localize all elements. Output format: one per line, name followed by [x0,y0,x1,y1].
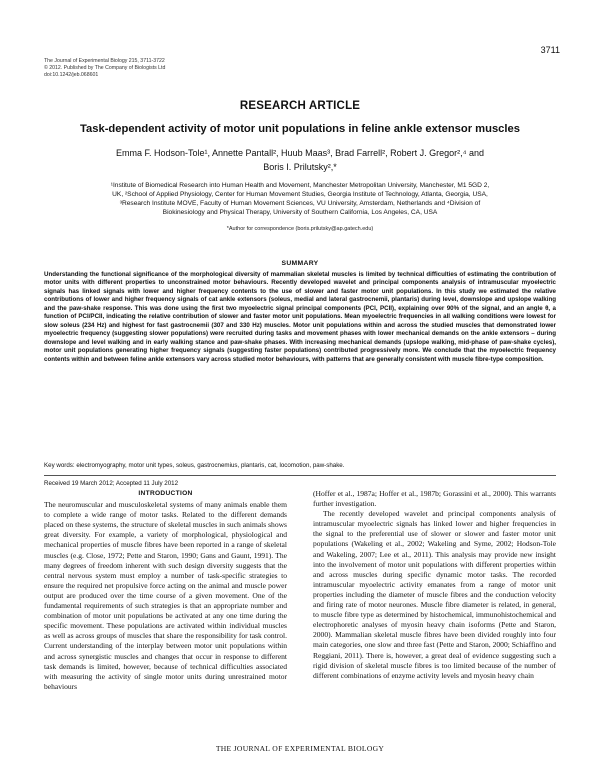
right-column [313,489,556,681]
introduction-heading: INTRODUCTION [138,490,193,497]
author-line: Emma F. Hodson-Tole¹, Annette Pantall², Huub Maas³, Brad Farrell², Robert J. Gregor²,⁴ and [115,148,484,158]
article-title: Task-dependent activity of motor unit populations in feline ankle extensor muscles [80,123,520,135]
page-number: 3711 [540,45,560,55]
received-dates: Received 19 March 2012; Accepted 11 July 2012 [44,480,179,487]
journal-footer: THE JOURNAL OF EXPERIMENTAL BIOLOGY [215,744,385,753]
affiliation-line: UK, ²School of Applied Physiology, Center for Human Movement Studies, Georgia Institute of Technology, Atlanta, Georgia, USA, [112,191,488,198]
affiliation-line: Biokinesiology and Physical Therapy, University of Southern California, Los Angeles, CA, USA [162,209,438,216]
summary-heading: SUMMARY [281,260,319,267]
divider [44,475,556,476]
journal-citation-line: The Journal of Experimental Biology 215, 3711-3722 [44,58,165,64]
intro-paragraph: (Hoffer et al., 1987a; Hoffer et al., 1987b; Gorassini et al., 2000). This warrants further investigation. [313,489,556,509]
intro-paragraph: The recently developed wavelet and principal components analysis of intramuscular myoelectric signals has linked lower and higher frequencies in the signal to the preferential use of slower or slower and faster motor unit populations (Wakeling et al., 2002; Wakeling and Syme, 2002; Hodson-Tole and Wakeling, 2007; Lee et al., 2011). This analysis may provide new insight into the involvement of motor unit populations with different properties within and across muscles during specific dynamic motor tasks. The recorded intramuscular myoelectric activity emanates from a range of motor unit properties including the diameter of muscle fibres and the conduction velocity and firing rate of motor neurones. Muscle fibre diameter is related, in general, to muscle fibre type as determined by histochemical, immunohistochemical and electrophoretic analyses of myosin heavy chain isoforms (Pette and Staron, 2000). Mammalian skeletal muscle fibres have been divided roughly into four main categories, one slow and three fast (Pette and Staron, 2000; Schiaffino and Reggiani, 2011). There is, however, a great deal of evidence suggesting such a rigid division of skeletal muscle fibres is too limited because of the number of different combinations of enzyme activity levels and myosin heavy chain [313,509,556,680]
affiliation-line: ¹Institute of Biomedical Research into Human Health and Movement, Manchester Metropolitan University, Manchester, M1 5GD 2, [110,182,490,189]
left-column [44,489,287,692]
doi-line: doi:10.1242/jeb.068601 [44,72,99,78]
copyright-line: © 2012. Published by The Company of Biologists Ltd [44,65,166,71]
article-type-heading: RESEARCH ARTICLE [239,100,361,112]
intro-paragraph: The neuromuscular and musculoskeletal systems of many animals enable them to complete a wide range of motor tasks. Related to the different demands placed on these systems, the structure of skeletal muscles in such animals shows great diversity. For example, a variety of morphological, physiological and mechanical properties of muscle fibres have been reported in a range of skeletal muscles (e.g. Close, 1972; Pette and Staron, 1990; Gans and Gaunt, 1991). The many degrees of freedom inherent with such design diversity suggests that the central nervous system must employ a number of task-specific strategies to ensure the required net propulsive force acting on the animal and muscle power output are produced over the time course of a given movement. One of the fundamental requirements of such strategies is that an appropriate number and combination of motor unit populations be activated at any one time during the specific movement. These populations are activated within individual muscles as well as across groups of muscles that share the responsibility for task control. Current understanding of the interplay between motor unit populations within and across synergistic muscles and changes that occur in response to different task demands is limited, however, because of technical difficulties associated with measuring the activity of single motor units during unrestrained motor behaviours [44,500,287,691]
correspondence-note: *Author for correspondence (boris.prilutsky@ap.gatech.edu) [226,226,374,232]
summary-text: Understanding the functional significance of the morphological diversity of mammalian skeletal muscles is limited by technical difficulties of estimating the contribution of motor units with different properties to unconstrained motor behaviours. Recently developed wavelet and principal components analysis of intramuscular myoelectric signals has linked signals with lower and higher frequency contents to the use of slower and faster motor unit populations. In this study we estimated the relative contributions of lower and higher frequency signals of cat ankle extensors (soleus, medial and lateral gastrocnemii, plantaris) during level, downslope and upslope walking and the paw-shake response. This was done using the first two myoelectric signal principal components (PCI, PCII), explaining over 90% of the signal, and an angle θ, a function of PCI/PCII, indicating the relative contribution of slower and faster motor unit populations. Mean myoelectric frequencies in all walking conditions were lowest for slow soleus (234 Hz) and highest for fast gastrocnemii (307 and 330 Hz) muscles. Motor unit populations within and across the studied muscles that demonstrated lower myoelectric frequency (suggesting slower populations) were recruited during tasks and movement phases with lower mechanical demands on the ankle extensors – during downslope and level walking and in early walking stance and paw-shake phases. With increasing mechanical demands (upslope walking, mid-phase of paw-shake cycles), motor unit populations generating higher frequency signals (suggesting faster populations) contributed progressively more. We conclude that the myoelectric frequency contents within and between feline ankle extensors vary across studied motor behaviours, with patterns that are generally consistent with muscle fibre-type composition. [44,271,556,363]
keywords: Key words: electromyography, motor unit types, soleus, gastrocnemius, plantaris, cat, locomotion, paw-shake. [44,462,345,469]
author-line: Boris I. Prilutsky²,* [263,162,337,172]
affiliation-line: ³Research Institute MOVE, Faculty of Human Movement Sciences, VU University, Amsterdam, Netherlands and ⁴Division of [119,200,481,207]
author-list [60,146,540,174]
affiliations [44,181,556,217]
journal-citation [44,58,165,79]
